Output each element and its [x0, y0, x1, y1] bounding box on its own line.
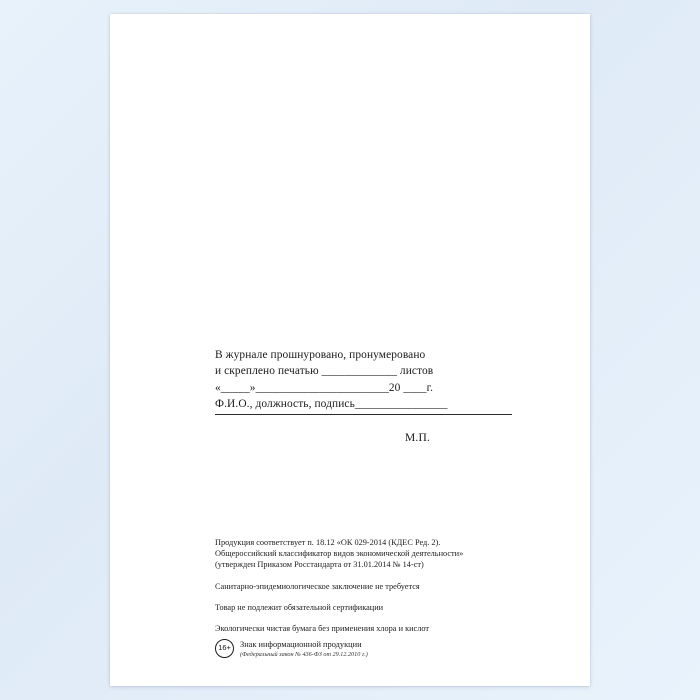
- info-mark-text-group: [240, 639, 368, 659]
- age-rating-badge: 16+: [215, 639, 234, 658]
- certification-block: [215, 347, 525, 415]
- info-product-mark-row: [215, 639, 368, 659]
- certification-line-2: и скреплено печатью _____________ листов: [215, 365, 434, 378]
- compliance-line-3: (утвержден Приказом Росстандарта от 31.01.2014 № 14-ст): [215, 560, 424, 570]
- compliance-line-1: Продукция соответствует п. 18.12 «ОК 029-2014 (КДЕС Ред. 2).: [215, 538, 441, 547]
- footer-legal-block: [215, 537, 545, 644]
- compliance-line-2: Общероссийский классификатор видов экономической деятельности»: [215, 549, 464, 559]
- stamp-place-label: М.П.: [405, 432, 431, 444]
- info-mark-title: Знак информационной продукции: [240, 640, 362, 649]
- info-mark-law: (Федеральный закон № 436-ФЗ от 29.12.2010 г.): [240, 650, 368, 658]
- document-page: [110, 14, 590, 686]
- certification-note: Товар не подлежит обязательной сертификации: [215, 602, 384, 612]
- certification-date-line: «_____»_______________________20 ____г.: [215, 381, 434, 394]
- paper-note: Экологически чистая бумага без применения хлора и кислот: [215, 624, 430, 634]
- sanitary-note: Санитарно-эпидемиологическое заключение не требуется: [215, 581, 420, 591]
- certification-signature-line: Ф.И.О., должность, подпись________________: [215, 397, 448, 410]
- certification-line-1: В журнале прошнуровано, пронумеровано: [215, 349, 426, 361]
- signature-rule: [215, 413, 512, 415]
